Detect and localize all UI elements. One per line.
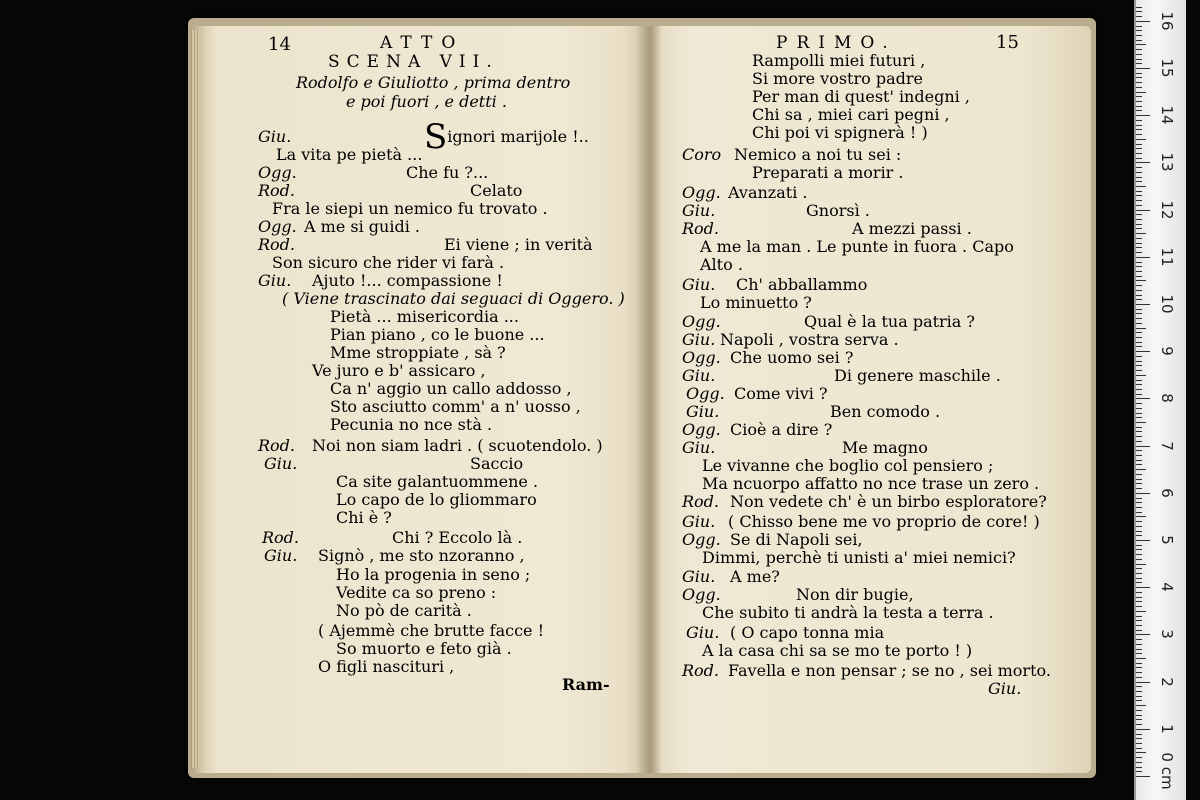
ruler-tick	[1136, 616, 1142, 617]
ruler-tick	[1136, 77, 1142, 78]
ruler-tick	[1136, 715, 1142, 716]
verse-line: No pò de carità .	[336, 601, 472, 620]
verse-line-text: ignori marijole !..	[447, 127, 589, 146]
verse-line: ( Chisso bene me vo proprio de core! )	[728, 512, 1040, 531]
speaker-label: Rod.	[682, 661, 720, 680]
ruler-tick	[1136, 568, 1142, 569]
verse-line: Ca n' aggio un callo addosso ,	[330, 379, 572, 398]
ruler-tick	[1136, 710, 1142, 711]
ruler-tick	[1136, 299, 1142, 300]
verse-line: Che fu ?...	[406, 163, 489, 182]
ruler-tick	[1136, 228, 1142, 229]
ruler-tick	[1136, 408, 1142, 409]
verse-line: Ei viene ; in verità	[444, 235, 593, 254]
ruler-tick	[1136, 413, 1142, 414]
ruler-tick	[1136, 162, 1150, 163]
speaker-label: Rod.	[262, 528, 300, 547]
ruler-tick	[1136, 625, 1142, 626]
ruler-tick	[1136, 700, 1142, 701]
ruler-tick	[1136, 106, 1142, 107]
ruler-unit-label: 0 cm	[1158, 752, 1176, 790]
verse-line: Pietà ... misericordia ...	[330, 307, 519, 326]
ruler-tick	[1136, 450, 1142, 451]
ruler-tick	[1136, 776, 1150, 777]
speaker-label: Ogg.	[258, 217, 297, 236]
verse-line: Di genere maschile .	[834, 366, 1001, 385]
ruler-tick	[1136, 427, 1142, 428]
ruler-tick	[1136, 639, 1142, 640]
ruler-tick	[1136, 219, 1142, 220]
verse-line: ( Ajemmè che brutte facce !	[318, 621, 545, 640]
ruler-tick	[1136, 630, 1142, 631]
ruler-tick	[1136, 125, 1142, 126]
verse-line: Celato	[470, 181, 523, 200]
ruler-tick	[1136, 375, 1146, 376]
ruler-tick	[1136, 469, 1146, 470]
verse-line: Son sicuro che rider vi farà .	[272, 253, 505, 272]
ruler-tick	[1136, 96, 1142, 97]
verse-line: Lo minuetto ?	[700, 293, 812, 312]
verse-line: Preparati a morir .	[752, 163, 904, 182]
scene-title: SCENA VII.	[328, 52, 499, 72]
ruler-tick	[1136, 502, 1142, 503]
ruler-tick	[1136, 582, 1142, 583]
ruler-tick	[1136, 233, 1146, 234]
speaker-label: Ogg.	[258, 163, 297, 182]
ruler-tick	[1136, 87, 1142, 88]
ruler-tick	[1136, 73, 1142, 74]
ruler-tick	[1136, 663, 1142, 664]
ruler-cm-label: 6	[1158, 488, 1176, 498]
ruler-tick	[1136, 153, 1142, 154]
stage-direction-1: Rodolfo e Giuliotto , prima dentro	[296, 73, 571, 92]
speaker-label: Giu.	[682, 275, 716, 294]
ruler-tick	[1136, 380, 1142, 381]
ruler-tick	[1136, 559, 1142, 560]
ruler-tick	[1136, 295, 1142, 296]
ruler-tick	[1136, 167, 1142, 168]
speaker-label: Giu.	[682, 330, 716, 349]
ruler-tick	[1136, 26, 1142, 27]
verse-line: La vita pe pietà ...	[276, 145, 423, 164]
ruler-tick	[1136, 724, 1142, 725]
speaker-label: Ogg.	[682, 183, 721, 202]
ruler-tick	[1136, 436, 1142, 437]
speaker-label: Giu.	[264, 454, 298, 473]
speaker-label: Giu.	[682, 512, 716, 531]
ruler-tick	[1136, 431, 1142, 432]
verse-line	[424, 117, 589, 157]
ruler-tick	[1136, 11, 1142, 12]
ruler-tick	[1136, 257, 1150, 258]
ruler-tick	[1136, 521, 1142, 522]
right-running-head: PRIMO.	[776, 33, 897, 53]
ruler-tick	[1136, 384, 1142, 385]
ruler-tick	[1136, 474, 1142, 475]
ruler-tick	[1136, 59, 1142, 60]
ruler-tick	[1136, 479, 1142, 480]
ruler-tick	[1136, 634, 1150, 635]
verse-line: A me la man . Le punte in fuora . Capo	[700, 237, 1014, 256]
ruler-tick	[1136, 266, 1142, 267]
verse-line: Ben comodo .	[830, 402, 941, 421]
ruler-tick	[1136, 290, 1142, 291]
ruler-tick	[1136, 597, 1142, 598]
verse-line: Lo capo de lo gliommaro	[336, 490, 537, 509]
verse-line: Dimmi, perchè ti unisti a' miei nemici?	[702, 548, 1016, 567]
ruler-tick	[1136, 549, 1142, 550]
ruler-cm-label: 13	[1158, 152, 1176, 172]
ruler-tick	[1136, 63, 1142, 64]
ruler-cm-label: 5	[1158, 535, 1176, 545]
verse-line: Qual è la tua patria ?	[804, 312, 975, 331]
ruler-tick	[1136, 488, 1142, 489]
ruler-tick	[1136, 44, 1146, 45]
ruler-tick	[1136, 677, 1142, 678]
ruler-tick	[1136, 356, 1142, 357]
ruler-tick	[1136, 214, 1142, 215]
ruler-tick	[1136, 757, 1142, 758]
speaker-label: Giu.	[682, 366, 716, 385]
ruler-tick	[1136, 531, 1142, 532]
ruler-tick	[1136, 309, 1142, 310]
verse-line: Chi è ?	[336, 508, 392, 527]
ruler-tick	[1136, 446, 1150, 447]
speaker-label: Ogg.	[686, 384, 725, 403]
verse-line: A mezzi passi .	[852, 219, 972, 238]
ruler-tick	[1136, 535, 1142, 536]
ruler-tick	[1136, 323, 1142, 324]
ruler-tick	[1136, 493, 1150, 494]
ruler-tick	[1136, 394, 1142, 395]
speaker-label: Giu.	[264, 546, 298, 565]
ruler-tick	[1136, 342, 1142, 343]
ruler-tick	[1136, 460, 1142, 461]
verse-line: Non vedete ch' è un birbo esploratore?	[730, 492, 1047, 511]
ruler-cm-label: 2	[1158, 676, 1176, 687]
ruler-tick	[1136, 144, 1142, 145]
ruler-tick	[1136, 729, 1150, 730]
ruler-tick	[1136, 313, 1142, 314]
page-edges	[191, 30, 199, 768]
ruler-cm-label: 9	[1158, 346, 1176, 356]
verse-line: Chi ? Eccolo là .	[392, 528, 523, 547]
ruler-tick	[1136, 21, 1150, 22]
ruler-tick	[1136, 271, 1142, 272]
ruler-tick	[1136, 210, 1150, 211]
ruler-tick	[1136, 587, 1150, 588]
verse-line: Che uomo sei ?	[730, 348, 854, 367]
verse-line: Favella e non pensar ; se no , sei morto.	[728, 661, 1051, 680]
verse-line: Sto asciutto comm' a n' uosso ,	[330, 397, 581, 416]
verse-line: Chi poi vi spignerà ! )	[752, 123, 928, 142]
verse-line: So muorto e feto già .	[336, 639, 512, 658]
verse-line: Nemico a noi tu sei :	[734, 145, 902, 164]
verse-line: Ca site galantuommene .	[336, 472, 539, 491]
verse-line: Noi non siam ladri . ( scuotendolo. )	[312, 436, 603, 455]
ruler-tick	[1136, 540, 1150, 541]
ruler-tick	[1136, 507, 1142, 508]
verse-line: Avanzati .	[728, 183, 808, 202]
verse-line: Che subito ti andrà la testa a terra .	[702, 603, 994, 622]
ruler-tick	[1136, 186, 1146, 187]
verse-line: Come vivi ?	[734, 384, 828, 403]
ruler-tick	[1136, 752, 1146, 753]
verse-line: A me si guidi .	[304, 217, 420, 236]
ruler-tick	[1136, 564, 1146, 565]
verse-line: Alto .	[700, 255, 743, 274]
verse-line: Cioè a dire ?	[730, 420, 833, 439]
ruler-tick	[1136, 54, 1142, 55]
ruler-cm-label: 1	[1158, 724, 1176, 734]
verse-line: Le vivanne che boglio col pensiero ;	[702, 456, 994, 475]
ruler-tick	[1136, 337, 1142, 338]
ruler-tick	[1136, 351, 1150, 352]
book-gutter	[636, 26, 662, 773]
ruler-tick	[1136, 592, 1142, 593]
speaker-label: Giu.	[682, 438, 716, 457]
verse-line: Ma ncuorpo affatto no nce trase un zero .	[702, 474, 1040, 493]
ruler-tick	[1136, 644, 1142, 645]
ruler-tick	[1136, 554, 1142, 555]
ruler-tick	[1136, 455, 1142, 456]
ruler-tick	[1136, 68, 1150, 69]
ruler-tick	[1136, 545, 1142, 546]
ruler-tick	[1136, 389, 1142, 390]
ruler-tick	[1136, 464, 1142, 465]
speaker-label: Rod.	[258, 235, 296, 254]
speaker-label: Giu.	[258, 127, 292, 146]
verse-line: Si more vostro padre	[752, 69, 923, 88]
ruler-tick	[1136, 719, 1142, 720]
verse-line: A la casa chi sa se mo te porto ! )	[702, 641, 973, 660]
ruler-tick	[1136, 573, 1142, 574]
ruler-tick	[1136, 441, 1142, 442]
verse-line: A me?	[730, 567, 780, 586]
ruler-tick	[1136, 762, 1142, 763]
verse-line: Rampolli miei futuri ,	[752, 51, 926, 70]
ruler-tick	[1136, 110, 1142, 111]
speaker-label: Giu.	[686, 402, 720, 421]
ruler-tick	[1136, 243, 1142, 244]
ruler-tick	[1136, 370, 1142, 371]
ruler-tick	[1136, 280, 1146, 281]
ruler-tick	[1136, 35, 1142, 36]
ruler-tick	[1136, 611, 1146, 612]
speaker-label: Rod.	[258, 181, 296, 200]
ruler-tick	[1136, 667, 1142, 668]
ruler-cm-label: 7	[1158, 440, 1176, 451]
ruler-tick	[1136, 16, 1142, 17]
ruler-cm-label: 15	[1158, 58, 1176, 78]
ruler-tick	[1136, 252, 1142, 253]
speaker-label: Ogg.	[682, 348, 721, 367]
verse-line: Mme stroppiate , sà ?	[330, 343, 506, 362]
speaker-label: Giu.	[686, 623, 720, 642]
ruler-cm-label: 10	[1158, 294, 1176, 314]
ruler-tick	[1136, 578, 1142, 579]
ruler-tick	[1136, 134, 1142, 135]
ruler-tick	[1136, 129, 1142, 130]
ruler-tick	[1136, 7, 1142, 8]
speaker-label: Rod.	[682, 219, 720, 238]
verse-line: Per man di quest' indegni ,	[752, 87, 970, 106]
ruler-cm-label: 16	[1158, 11, 1176, 31]
verse-line: Fra le siepi un nemico fu trovato .	[272, 199, 548, 218]
speaker-label: Rod.	[682, 492, 720, 511]
verse-line: ( O capo tonna mia	[730, 623, 885, 642]
speaker-label: Giu.	[682, 567, 716, 586]
ruler-cm-label: 14	[1158, 105, 1176, 125]
ruler-tick	[1136, 620, 1142, 621]
ruler-tick	[1136, 205, 1142, 206]
verse-line: Signò , me sto nzoranno ,	[318, 546, 525, 565]
ruler-tick	[1136, 767, 1142, 768]
ruler-cm-label: 12	[1158, 200, 1176, 220]
ruler-tick	[1136, 696, 1142, 697]
ruler-tick	[1136, 224, 1142, 225]
ruler-tick	[1136, 743, 1142, 744]
left-running-head: ATTO	[380, 33, 465, 53]
speaker-label: Giu.	[682, 201, 716, 220]
verse-line: Ve juro e b' assicaro ,	[312, 361, 486, 380]
speaker-label: Rod.	[258, 436, 296, 455]
ruler-tick	[1136, 285, 1142, 286]
measurement-ruler	[1134, 0, 1186, 800]
verse-line: Napoli , vostra serva .	[720, 330, 899, 349]
verse-line: Non dir bugie,	[796, 585, 914, 604]
ruler-tick	[1136, 318, 1142, 319]
speaker-label: Ogg.	[682, 420, 721, 439]
ruler-tick	[1136, 403, 1142, 404]
ruler-tick	[1136, 148, 1142, 149]
verse-line: Me magno	[842, 438, 928, 457]
verse-line: Ajuto !... compassione !	[312, 271, 503, 290]
ruler-tick	[1136, 686, 1142, 687]
verse-line: Ho la progenia in seno ;	[336, 565, 531, 584]
ruler-tick	[1136, 247, 1142, 248]
ruler-tick	[1136, 82, 1142, 83]
stage-direction-2: e poi fuori , e detti .	[346, 92, 507, 111]
ruler-tick	[1136, 398, 1150, 399]
verse-line: Vedite ca so preno :	[336, 583, 497, 602]
ruler-tick	[1136, 512, 1142, 513]
ruler-tick	[1136, 606, 1142, 607]
ruler-tick	[1136, 361, 1142, 362]
ruler-tick	[1136, 328, 1146, 329]
ruler-tick	[1136, 181, 1142, 182]
ruler-tick	[1136, 483, 1142, 484]
ruler-tick	[1136, 195, 1142, 196]
verse-line: Ch' abballammo	[736, 275, 868, 294]
speaker-label: Ogg.	[682, 312, 721, 331]
ruler-tick	[1136, 734, 1142, 735]
ruler-tick	[1136, 177, 1142, 178]
ruler-tick	[1136, 672, 1142, 673]
speaker-label: Ogg.	[682, 530, 721, 549]
ruler-cm-label: 4	[1158, 582, 1176, 592]
ruler-tick	[1136, 649, 1142, 650]
ruler-tick	[1136, 262, 1142, 263]
ruler-tick	[1136, 191, 1142, 192]
drop-cap: S	[424, 117, 448, 157]
ruler-tick	[1136, 682, 1150, 683]
ruler-tick	[1136, 526, 1142, 527]
ruler-tick	[1136, 691, 1142, 692]
speaker-label: Giu.	[258, 271, 292, 290]
ruler-tick	[1136, 365, 1142, 366]
ruler-tick	[1136, 40, 1142, 41]
catchword: Ram-	[562, 675, 610, 694]
ruler-tick	[1136, 101, 1142, 102]
ruler-tick	[1136, 200, 1142, 201]
verse-line: Saccio	[470, 454, 524, 473]
ruler-tick	[1136, 120, 1142, 121]
ruler-tick	[1136, 422, 1146, 423]
right-page-number: 15	[996, 32, 1019, 53]
ruler-tick	[1136, 30, 1142, 31]
speaker-label: Coro	[682, 145, 722, 164]
ruler-tick	[1136, 658, 1146, 659]
ruler-cm-label: 8	[1158, 393, 1176, 404]
ruler-tick	[1136, 158, 1142, 159]
stage-direction: ( Viene trascinato dai seguaci di Oggero. )	[282, 289, 625, 308]
ruler-tick	[1136, 601, 1142, 602]
ruler-tick	[1136, 738, 1142, 739]
verse-line: Gnorsì .	[806, 201, 870, 220]
ruler-cm-label: 3	[1158, 629, 1176, 640]
ruler-tick	[1136, 417, 1142, 418]
ruler-tick	[1136, 332, 1142, 333]
verse-line: Pecunia no nce stà .	[330, 415, 493, 434]
ruler-tick	[1136, 139, 1146, 140]
verse-line: Pian piano , co le buone ...	[330, 325, 545, 344]
speaker-label: Ogg.	[682, 585, 721, 604]
ruler-tick	[1136, 49, 1142, 50]
ruler-tick	[1136, 304, 1150, 305]
ruler-tick	[1136, 115, 1150, 116]
verse-line: O figli nascituri ,	[318, 657, 455, 676]
ruler-tick	[1136, 346, 1142, 347]
ruler-tick	[1136, 653, 1142, 654]
ruler-tick	[1136, 172, 1142, 173]
ruler-tick	[1136, 276, 1142, 277]
verse-line: Chi sa , miei cari pegni ,	[752, 105, 950, 124]
ruler-tick	[1136, 748, 1142, 749]
ruler-tick	[1136, 771, 1142, 772]
ruler-tick	[1136, 705, 1146, 706]
ruler-tick	[1136, 498, 1142, 499]
catchword: Giu.	[988, 679, 1022, 698]
ruler-tick	[1136, 92, 1146, 93]
ruler-tick	[1136, 238, 1142, 239]
verse-line: Se di Napoli sei,	[730, 530, 863, 549]
ruler-cm-label: 11	[1158, 247, 1176, 267]
ruler-tick	[1136, 516, 1146, 517]
left-page-number: 14	[268, 34, 291, 55]
